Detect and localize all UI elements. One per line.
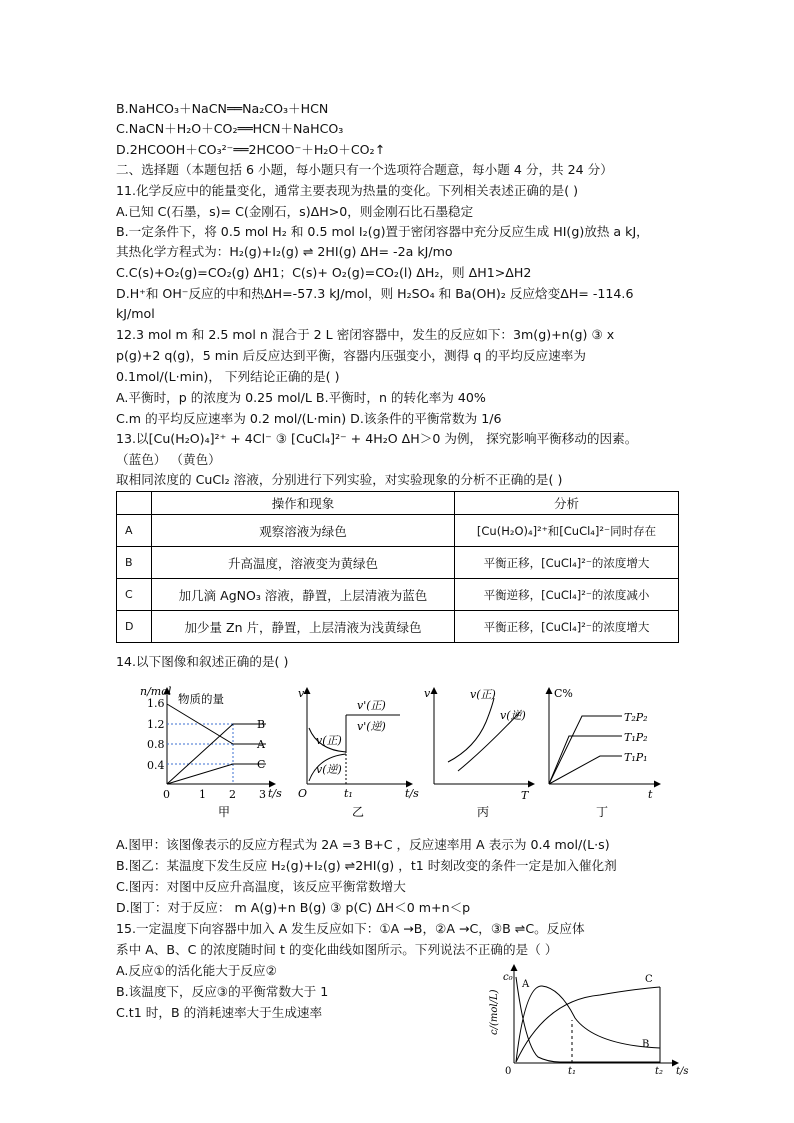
ding-curve-t2p2 <box>549 716 622 784</box>
row-operation: 加少量 Zn 片，静置，上层清液为浅黄绿色 <box>152 611 455 643</box>
row-operation: 升高温度，溶液变为黄绿色 <box>152 547 455 579</box>
text-line-l11: kJ/mol <box>116 306 155 321</box>
text-line-l14: 0.1mol/(L·min)， 下列结论正确的是( ) <box>116 369 340 384</box>
q15-curve-b <box>516 986 660 1062</box>
jia-xtick: 1 <box>199 788 206 801</box>
ding-caption: 丁 <box>596 805 609 819</box>
q15-y0: c₀ <box>503 972 513 983</box>
text-line-l5: 11.化学反应中的能量变化，通常主要表现为热量的变化。下列相关表述正确的是( ) <box>116 183 579 198</box>
ding-ylabel: C% <box>554 687 573 700</box>
text-line-l23: C.图丙：对图中反应升高温度，该反应平衡常数增大 <box>116 879 406 894</box>
table-row <box>117 515 679 547</box>
text-line-l9: C.C(s)+O₂(g)=CO₂(g) ΔH1；C(s)+ O₂(g)=CO₂(l) ΔH₂，则 ΔH1>ΔH2 <box>116 265 532 280</box>
yi-label: v'(逆) <box>357 720 386 733</box>
table-header-row <box>117 492 679 515</box>
figure-yi <box>298 687 419 819</box>
q15-curve-a <box>516 977 660 1062</box>
yi-forward-curve <box>309 728 346 752</box>
text-line-l3: D.2HCOOH＋CO₃²⁻══2HCOO⁻＋H₂O＋CO₂↑ <box>116 142 386 157</box>
table-row <box>117 547 679 579</box>
jia-ytick: 1.2 <box>147 718 165 731</box>
jia-series-label: A <box>257 738 265 751</box>
text-line-l28: B.该温度下，反应③的平衡常数大于 1 <box>116 984 329 999</box>
text-line-l20: 14.以下图像和叙述正确的是( ) <box>116 654 289 669</box>
text-line-l13: p(g)+2 q(g)，5 min 后反应达到平衡，容器内压强变小，测得 q 的平均反应速率为 <box>116 348 586 363</box>
jia-series-label: B <box>257 718 266 731</box>
row-key: C <box>117 579 152 611</box>
row-key: B <box>117 547 152 579</box>
q15-label: B <box>642 1039 650 1050</box>
ding-label: T₂P₂ <box>624 711 648 724</box>
text-line-l6: A.已知 C(石墨，s)= C(金刚石，s)ΔH>0，则金刚石比石墨稳定 <box>116 204 474 219</box>
row-key: D <box>117 611 152 643</box>
yi-label: v(正) <box>316 734 342 747</box>
text-line-l26: 系中 A、B、C 的浓度随时间 t 的变化曲线如图所示。下列说法不正确的是（ ） <box>116 942 558 957</box>
row-analysis: 平衡正移，[CuCl₄]²⁻的浓度增大 <box>455 611 679 643</box>
jia-ytick: 0.8 <box>147 738 165 751</box>
yi-label: v'(正) <box>357 699 386 712</box>
bing-reverse-curve <box>458 712 520 771</box>
row-operation: 加几滴 AgNO₃ 溶液，静置，上层清液为蓝色 <box>152 579 455 611</box>
q15-xtick: t₂ <box>655 1066 664 1077</box>
jia-ytick: 1.6 <box>147 697 165 710</box>
text-line-l22: B.图乙：某温度下发生反应 H₂(g)+I₂(g) ⇌2HI(g) ，t1 时刻改变的条件一定是加入催化剂 <box>116 858 617 873</box>
bing-label: v(逆) <box>500 709 526 722</box>
q15-label: A <box>522 979 530 990</box>
text-line-l12: 12.3 mol m 和 2.5 mol n 混合于 2 L 密闭容器中，发生的反应如下：3m(g)+n(g) ③ x <box>116 327 615 342</box>
q15-curve-c <box>516 987 660 1062</box>
text-line-l8: 其热化学方程式为：H₂(g)+I₂(g) ⇌ 2HI(g) ΔH= -2a kJ/mo <box>116 244 453 259</box>
bing-forward-curve <box>448 698 494 762</box>
q15-origin: 0 <box>505 1066 512 1077</box>
jia-xtick: 0 <box>163 788 170 801</box>
ding-label: T₁P₁ <box>624 751 648 764</box>
table-header-analysis: 分析 <box>455 492 679 515</box>
yi-caption: 乙 <box>352 805 365 819</box>
yi-ylabel: v <box>298 687 305 700</box>
bing-ylabel: v <box>424 687 431 700</box>
yi-xlabel: t/s <box>405 787 419 800</box>
row-operation: 观察溶液为绿色 <box>152 515 455 547</box>
text-line-l1: B.NaHCO₃＋NaCN══Na₂CO₃＋HCN <box>116 101 329 116</box>
experiment-table <box>116 491 679 643</box>
row-key: A <box>117 515 152 547</box>
jia-series-a <box>167 704 266 744</box>
text-line-l25: 15.一定温度下向容器中加入 A 发生反应如下：①A →B，②A →C，③B ⇌C。反应体 <box>116 921 585 936</box>
jia-series-b <box>167 724 266 784</box>
jia-ylabel: n/mol <box>140 685 172 698</box>
bing-xlabel: T <box>521 789 529 802</box>
q15-xlabel: t/s <box>676 1066 689 1077</box>
text-line-l16: C.m 的平均反应速率为 0.2 mol/(L·min) D.该条件的平衡常数为 1/6 <box>116 411 502 426</box>
text-line-l24: D.图丁：对于反应： m A(g)+n B(g) ③ p(C) ΔH＜0 m+n＜p <box>116 900 471 915</box>
jia-series-label: C <box>257 758 266 771</box>
q15-label: C <box>645 974 653 985</box>
text-line-l18: （蓝色） （黄色） <box>116 452 221 467</box>
table-header-operation: 操作和现象 <box>152 492 455 515</box>
jia-xtick: 2 <box>229 788 236 801</box>
text-line-l7: B.一定条件下，将 0.5 mol H₂ 和 0.5 mol I₂(g)置于密闭容器中充分反应生成 HI(g)放热 a kJ， <box>116 224 649 239</box>
text-line-l4: 二、选择题（本题包括 6 小题，每小题只有一个选项符合题意，每小题 4 分，共 24 分） <box>116 162 613 177</box>
bing-label: v(正) <box>470 688 496 701</box>
jia-ytick: 0.4 <box>147 759 165 772</box>
q15-ylabel: c/(mol/L) <box>489 989 500 1035</box>
figure-bing <box>424 687 534 819</box>
yi-xtick: t₁ <box>344 787 353 800</box>
ding-label: T₁P₂ <box>624 731 648 744</box>
jia-xlabel: t/s <box>268 787 282 800</box>
jia-series-c <box>167 764 266 784</box>
yi-origin: O <box>298 787 308 800</box>
figure-ding <box>549 687 660 819</box>
table-row <box>117 579 679 611</box>
table-row <box>117 611 679 643</box>
text-line-l2: C.NaCN＋H₂O＋CO₂══HCN＋NaHCO₃ <box>116 121 344 136</box>
text-line-l21: A.图甲：该图像表示的反应方程式为 2A =3 B+C ，反应速率用 A 表示为 0.4 mol/(L·s) <box>116 837 610 852</box>
yi-label: v(逆) <box>316 763 342 776</box>
figure-jia <box>140 685 282 819</box>
table-header-key <box>117 492 152 515</box>
text-line-l19: 取相同浓度的 CuCl₂ 溶液，分别进行下列实验，对实验现象的分析不正确的是( ) <box>116 472 563 487</box>
text-line-l27: A.反应①的活化能大于反应② <box>116 963 277 978</box>
text-line-l17: 13.以[Cu(H₂O)₄]²⁺ + 4Cl⁻ ③ [CuCl₄]²⁻ + 4H₂O ΔH＞0 为例， 探究影响平衡移动的因素。 <box>116 431 638 446</box>
text-line-l15: A.平衡时，p 的浓度为 0.25 mol/L B.平衡时，n 的转化率为 40% <box>116 390 486 405</box>
text-line-l29: C.t1 时，B 的消耗速率大于生成速率 <box>116 1005 323 1020</box>
row-analysis: 平衡正移，[CuCl₄]²⁻的浓度增大 <box>455 547 679 579</box>
ding-curve-t1p2 <box>549 736 622 784</box>
ding-xlabel: t <box>648 788 653 801</box>
yi-reverse-curve <box>309 754 346 781</box>
jia-legend: 物质的量 <box>178 692 224 706</box>
bing-caption: 丙 <box>477 805 490 819</box>
row-analysis: [Cu(H₂O)₄]²⁺和[CuCl₄]²⁻同时存在 <box>455 515 679 547</box>
jia-caption: 甲 <box>218 805 231 819</box>
figure-q15 <box>489 965 689 1077</box>
jia-xtick: 3 <box>259 788 266 801</box>
ding-curve-t1p1 <box>549 756 622 784</box>
row-analysis: 平衡逆移，[CuCl₄]²⁻的浓度减小 <box>455 579 679 611</box>
q15-xtick: t₁ <box>568 1066 577 1077</box>
text-line-l10: D.H⁺和 OH⁻反应的中和热ΔH=-57.3 kJ/mol，则 H₂SO₄ 和 Ba(OH)₂ 反应焓变ΔH= -114.6 <box>116 286 634 301</box>
